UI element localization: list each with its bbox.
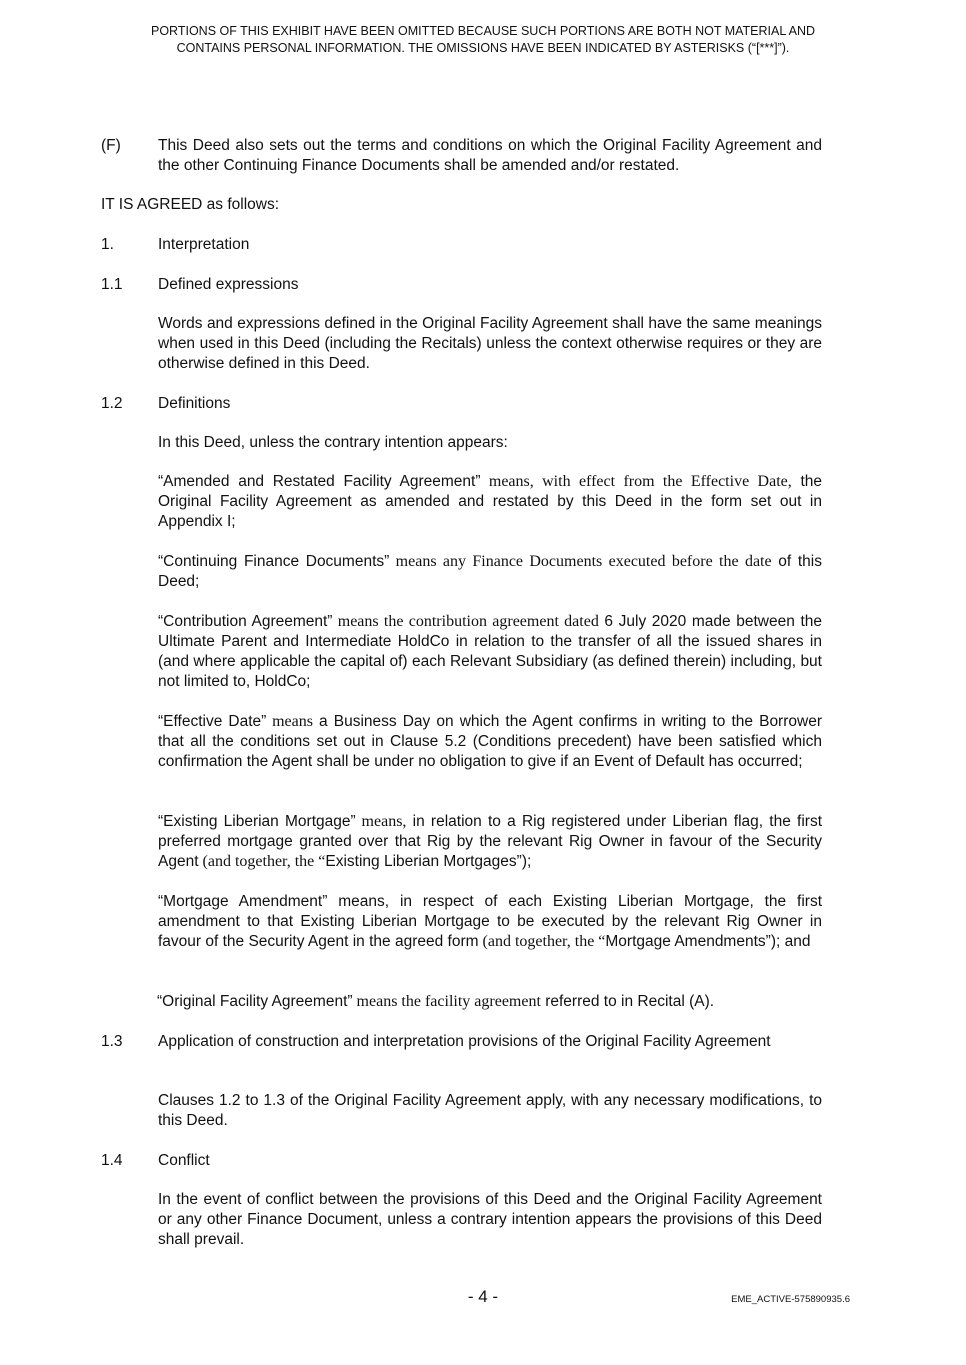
definition-term: “Existing Liberian Mortgage” xyxy=(158,813,356,830)
clause-1-2-number: 1.2 xyxy=(101,395,123,412)
header-notice: PORTIONS OF THIS EXHIBIT HAVE BEEN OMITTED BECAUSE SUCH PORTIONS ARE BOTH NOT MATERIAL AND CONTAINS PERSONAL INFORMATION. THE OMISSIONS HAVE BEEN INDICATED BY ASTERISKS (“[***]”). xyxy=(150,24,815,55)
definition-paragraph xyxy=(158,472,822,532)
definition-tail-end: ”); xyxy=(516,853,532,870)
definition-term: “Effective Date” xyxy=(158,713,267,730)
definition-lead: means the facility agreement xyxy=(352,993,541,1010)
definition-text: in relation to a Rig registered under Liberian flag, the first preferred mortgage granted over that Rig by the relevant Rig Owner in favour of the Security Agent xyxy=(158,813,823,870)
definition-term: “Contribution Agreement” xyxy=(158,613,333,630)
recital-label: (F) xyxy=(101,137,121,154)
clause-1-3-number: 1.3 xyxy=(101,1033,123,1050)
definitions-intro: In this Deed, unless the contrary intention appears: xyxy=(158,434,508,451)
definition-paragraph xyxy=(158,892,822,952)
clause-1-4-title: Conflict xyxy=(158,1152,210,1169)
definition-lead: means xyxy=(266,713,313,730)
agreed-statement: IT IS AGREED as follows: xyxy=(101,196,280,213)
definition-paragraph xyxy=(158,552,822,592)
page-number: - 4 - xyxy=(467,1287,499,1306)
definition-lead: means any Finance Documents executed before the date xyxy=(389,553,772,570)
definition-term: “Mortgage Amendment” xyxy=(158,893,328,910)
definition-term: “Original Facility Agreement” xyxy=(157,993,353,1010)
definition-plural-term: Mortgage Amendments xyxy=(605,933,766,950)
clause-1-title: Interpretation xyxy=(158,236,250,253)
definition-text: referred to in Recital (A). xyxy=(540,993,715,1010)
clause-1-1-text: Words and expressions defined in the Original Facility Agreement shall have the same meanings when used in this Deed (including the Recitals) unless the context otherwise requires or they are otherwise defined in this Deed. xyxy=(158,315,822,372)
definition-paragraph xyxy=(158,612,822,692)
definition-text: the Original Facility Agreement as amended and restated by this Deed in the form set out in Appendix I; xyxy=(158,473,822,530)
clause-1-3-title: Application of construction and interpretation provisions of the Original Facility Agreement xyxy=(158,1033,771,1050)
clause-1-2-title: Definitions xyxy=(158,395,231,412)
definition-text: 6 July 2020 made between the Ultimate Parent and Intermediate HoldCo in relation to the transfer of all the issued shares in (and where applicable the capital of) each Relevant Subsidiary (as defined therein) including, but not limited to, HoldCo; xyxy=(158,613,822,690)
document-reference: EME_ACTIVE-575890935.6 xyxy=(731,1294,850,1305)
clause-1-number: 1. xyxy=(101,236,114,253)
definition-paragraph xyxy=(158,812,822,872)
clause-1-3-text: Clauses 1.2 to 1.3 of the Original Facility Agreement apply, with any necessary modifications, to this Deed. xyxy=(158,1092,822,1129)
definition-term: “Continuing Finance Documents” xyxy=(158,553,390,570)
definition-lead: means, xyxy=(355,813,407,830)
definition-tail: (and together, the “ xyxy=(478,933,606,950)
recital-text: This Deed also sets out the terms and conditions on which the Original Facility Agreement and the other Continuing Finance Documents shall be amended and/or restated. xyxy=(158,137,822,174)
definition-tail: (and together, the “ xyxy=(198,853,326,870)
definition-lead: means, with effect from the Effective Date, xyxy=(480,473,792,490)
definition-term: “Amended and Restated Facility Agreement” xyxy=(158,473,481,490)
clause-1-1-title: Defined expressions xyxy=(158,276,299,293)
clause-1-4-number: 1.4 xyxy=(101,1152,123,1169)
definition-text: a Business Day on which the Agent confirms in writing to the Borrower that all the conditions set out in Clause 5.2 (Conditions precedent) have been satisfied which confirmation the Agent shall be under no obligation to give if an Event of Default has occurred; xyxy=(158,713,822,770)
clause-1-1-number: 1.1 xyxy=(101,276,123,293)
definition-plural-term: Existing Liberian Mortgages xyxy=(325,853,517,870)
definition-paragraph xyxy=(158,712,822,772)
definition-text: means, in respect of each Existing Liberian Mortgage, the first amendment to that Existing Liberian Mortgage to be executed by the relevant Rig Owner in favour of the Security Agent in the agreed form xyxy=(158,893,822,950)
definition-text: of this Deed; xyxy=(158,553,822,590)
definition-tail-end: ”); and xyxy=(765,933,811,950)
clause-1-4-text: In the event of conflict between the provisions of this Deed and the Original Facility Agreement or any other Finance Document, unless a contrary intention appears the provisions of this Deed shall prevail. xyxy=(158,1191,822,1248)
definition-paragraph xyxy=(157,992,821,1012)
definition-lead: means the contribution agreement dated xyxy=(332,613,599,630)
